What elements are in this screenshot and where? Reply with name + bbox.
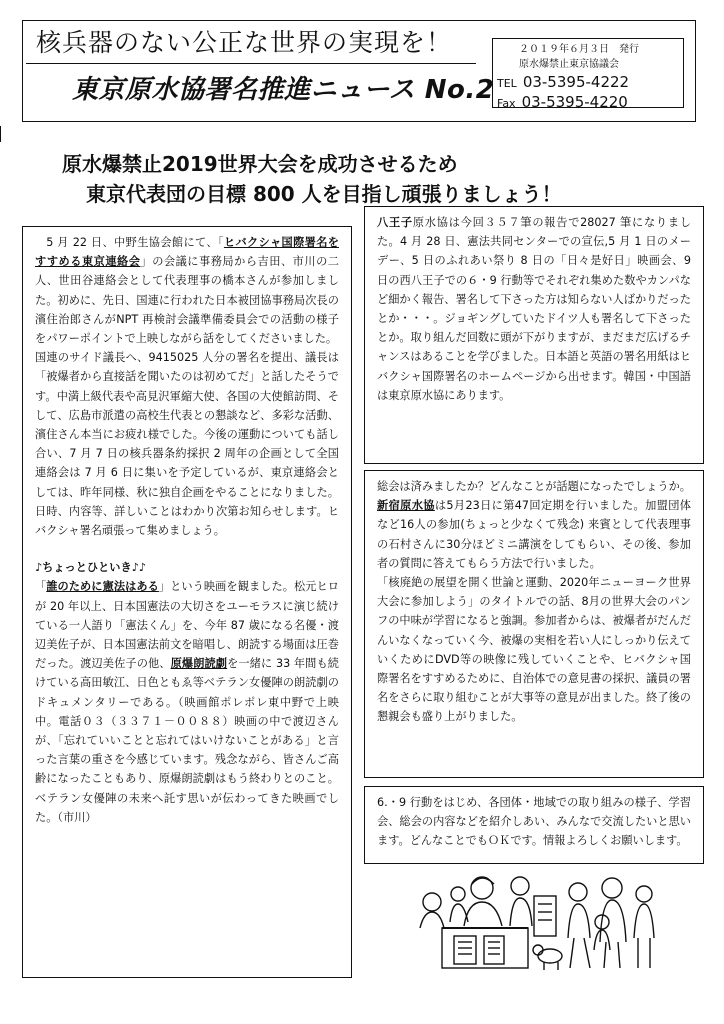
article-paragraph — [35, 233, 339, 348]
fax-label: Fax — [497, 97, 516, 110]
article-paragraph — [377, 477, 691, 573]
article-text: 総会は済みましたか？どんなことが話題になったでしょうか。 — [377, 480, 691, 493]
movie-title: 誰のために憲法はある — [46, 580, 159, 594]
request-box — [364, 786, 704, 864]
left-article-box — [22, 226, 352, 978]
phone-number-row — [497, 73, 683, 93]
article-text: 5 月 22 日、中野生協会館にて、「 — [46, 236, 224, 249]
tel-number: 03-5395-4222 — [522, 73, 630, 91]
headline-line-1: 原水爆禁止2019世界大会を成功させるため — [62, 152, 458, 176]
group-name: 八王子 — [377, 216, 413, 229]
article-paragraph: 6.・9 行動をはじめ、各団体・地域での取り組みの様子、学習会、総会の内容などを紹介しあい、みんなで交流したいと思います。どんなことでもＯＫです。情報よろしくお願いします。 — [377, 796, 691, 848]
newsletter-title: 東京原水協署名推進ニュース No.2 — [72, 75, 495, 105]
article-text: 」の会議に事務局から吉田、市川の二人、世田谷連絡会として代表理事の橋本さんが参加しました。初めに、先日、国連に行われた日本被団協事務局次長の濱住治郎さんがNPT 再検討会議準備委員会での活動の様子をパワーポイントで上映しながら話をしてくださいました。 — [35, 255, 339, 346]
people-petition-illustration — [412, 866, 658, 972]
article-text: を一緒に 33 年間も続けている高田敏江、日色ともゑ等ベテラン女優陣の朗読劇のドキュメンタリーである。（映画館ポレポレ東中野で上映中。電話０３（３３７１－００８８）映画の中で渡辺さんが、「忘れていいことと忘れてはいけないことがある」と言った言葉の重さを今感じています。残念ながら、皆さんご高齢になったこともあり、原爆朗読劇はもう終わりとのこと。ベテラン女優陣の未来へ託す思いが伝わってきた映画でした。（市川） — [35, 657, 339, 824]
publisher-name: 原水爆禁止東京協議会 — [519, 59, 619, 70]
issue-date: ２０１９年６月３日 発行 — [519, 44, 639, 55]
fax-number: 03-5395-4220 — [521, 93, 628, 111]
article-paragraph — [377, 213, 691, 405]
article-text: は5月23日に第47回定期を行いました。加盟団体など16人の参加(ちょっと少なくて残念) 来賓として代表理事の石村さんに30分ほどミニ講演をしてもらい、その後、参加者の質問に答えてもらう方法で行いました。 — [377, 499, 691, 570]
publisher-info-box — [492, 38, 684, 111]
slogan-underline — [26, 63, 476, 64]
article-paragraph: 国連のサイド議長へ、9415025 人分の署名を提出、議長は「被爆者から直接話を聞いたのは初めてだ」と話したそうです。中満上級代表や高見沢軍縮大使、各国の大使館訪問、そして、広島市派遣の高校生代表との懇談など、多彩な活動、濱住さん本当にお疲れ様でした。今後の運動についても話し合い、7 月 7 日の核兵器条約採択 2 周年の企画として全国連絡会は 7 月 6 日に集いを予定しているが、東京連絡会としては、昨年同様、秋に独自企画をやることになりました。日時、内容等、詳しいことはわかり次第お知らせします。ヒバクシャ署名頑張って集めましょう。 — [35, 351, 339, 538]
article-paragraph — [35, 577, 339, 827]
shinjuku-report-box — [364, 470, 704, 778]
article-text: 「 — [35, 580, 47, 594]
highlight-term: 原爆朗読劇 — [170, 657, 228, 671]
margin-mark — [0, 126, 5, 142]
headline-line-2: 東京代表団の目標 800 人を目指し頑張りましょう！ — [86, 182, 562, 206]
article-text: 」という映画を観ました。松元ヒロが 20 年以上、日本国憲法の大切さをユーモラスに演じ続けている一人語り「憲法くん」を、今年 87 歳になる名優・渡辺美佐子が、日本国憲法前文を暗唱し、朗読する場面は圧巻だった。渡辺美佐子の他、 — [35, 580, 339, 671]
hachioji-report-box — [364, 206, 704, 464]
newsletter-slogan: 核兵器のない公正な世界の実現を！ — [36, 28, 453, 57]
fax-number-row — [497, 93, 683, 113]
article-text: 原水協は今回３５７筆の報告で28027 筆になりました。4 月 28 日、憲法共同センターでの宣伝,5 月 1 日のメーデー、5 日のふれあい祭り 8 日の「日々是好日」映画会、9 日の西八王子での６・9 行動等でそれぞれ集めた数やカンパなど細かく報告、署名して下さった方は知らない人ばかりだったとか・・・。ジョギングしていたドイツ人も署名して下さったとか。取り組んだ回数に頭が下がりますが、まだまだ広げるチャンスはあることを学びました。日本語と英語の署名用紙はヒバクシャ国際署名のホームページから出せます。韓国・中国語は東京原水協にあります。 — [377, 216, 691, 402]
group-name: 新宿原水協 — [377, 499, 435, 513]
tel-label: TEL — [497, 77, 517, 90]
org-name-highlight: ヒバクシャ国際署名をすすめる東京連絡会 — [35, 236, 339, 269]
section-heading: ♪ちょっとひといき♪♪ — [35, 561, 146, 575]
article-paragraph: 「核廃絶の展望を開く世論と運動、2020年ニューヨーク世界大会に参加しよう」のタイトルでの話、8月の世界大会のパンフの中味が学習になると強調。参加者からは、被爆者がだんだんいなくなっていく今、被爆の実相を若い人にしっかり伝えていくためにDVD等の映像に残していくことや、ヒバクシャ国際署名をすすめるために、自治体での意見書の採択、議員の署名をさらに取り組むことが大事等の意見が出ました。終了後の懇親会も盛り上がりました。 — [377, 576, 691, 724]
